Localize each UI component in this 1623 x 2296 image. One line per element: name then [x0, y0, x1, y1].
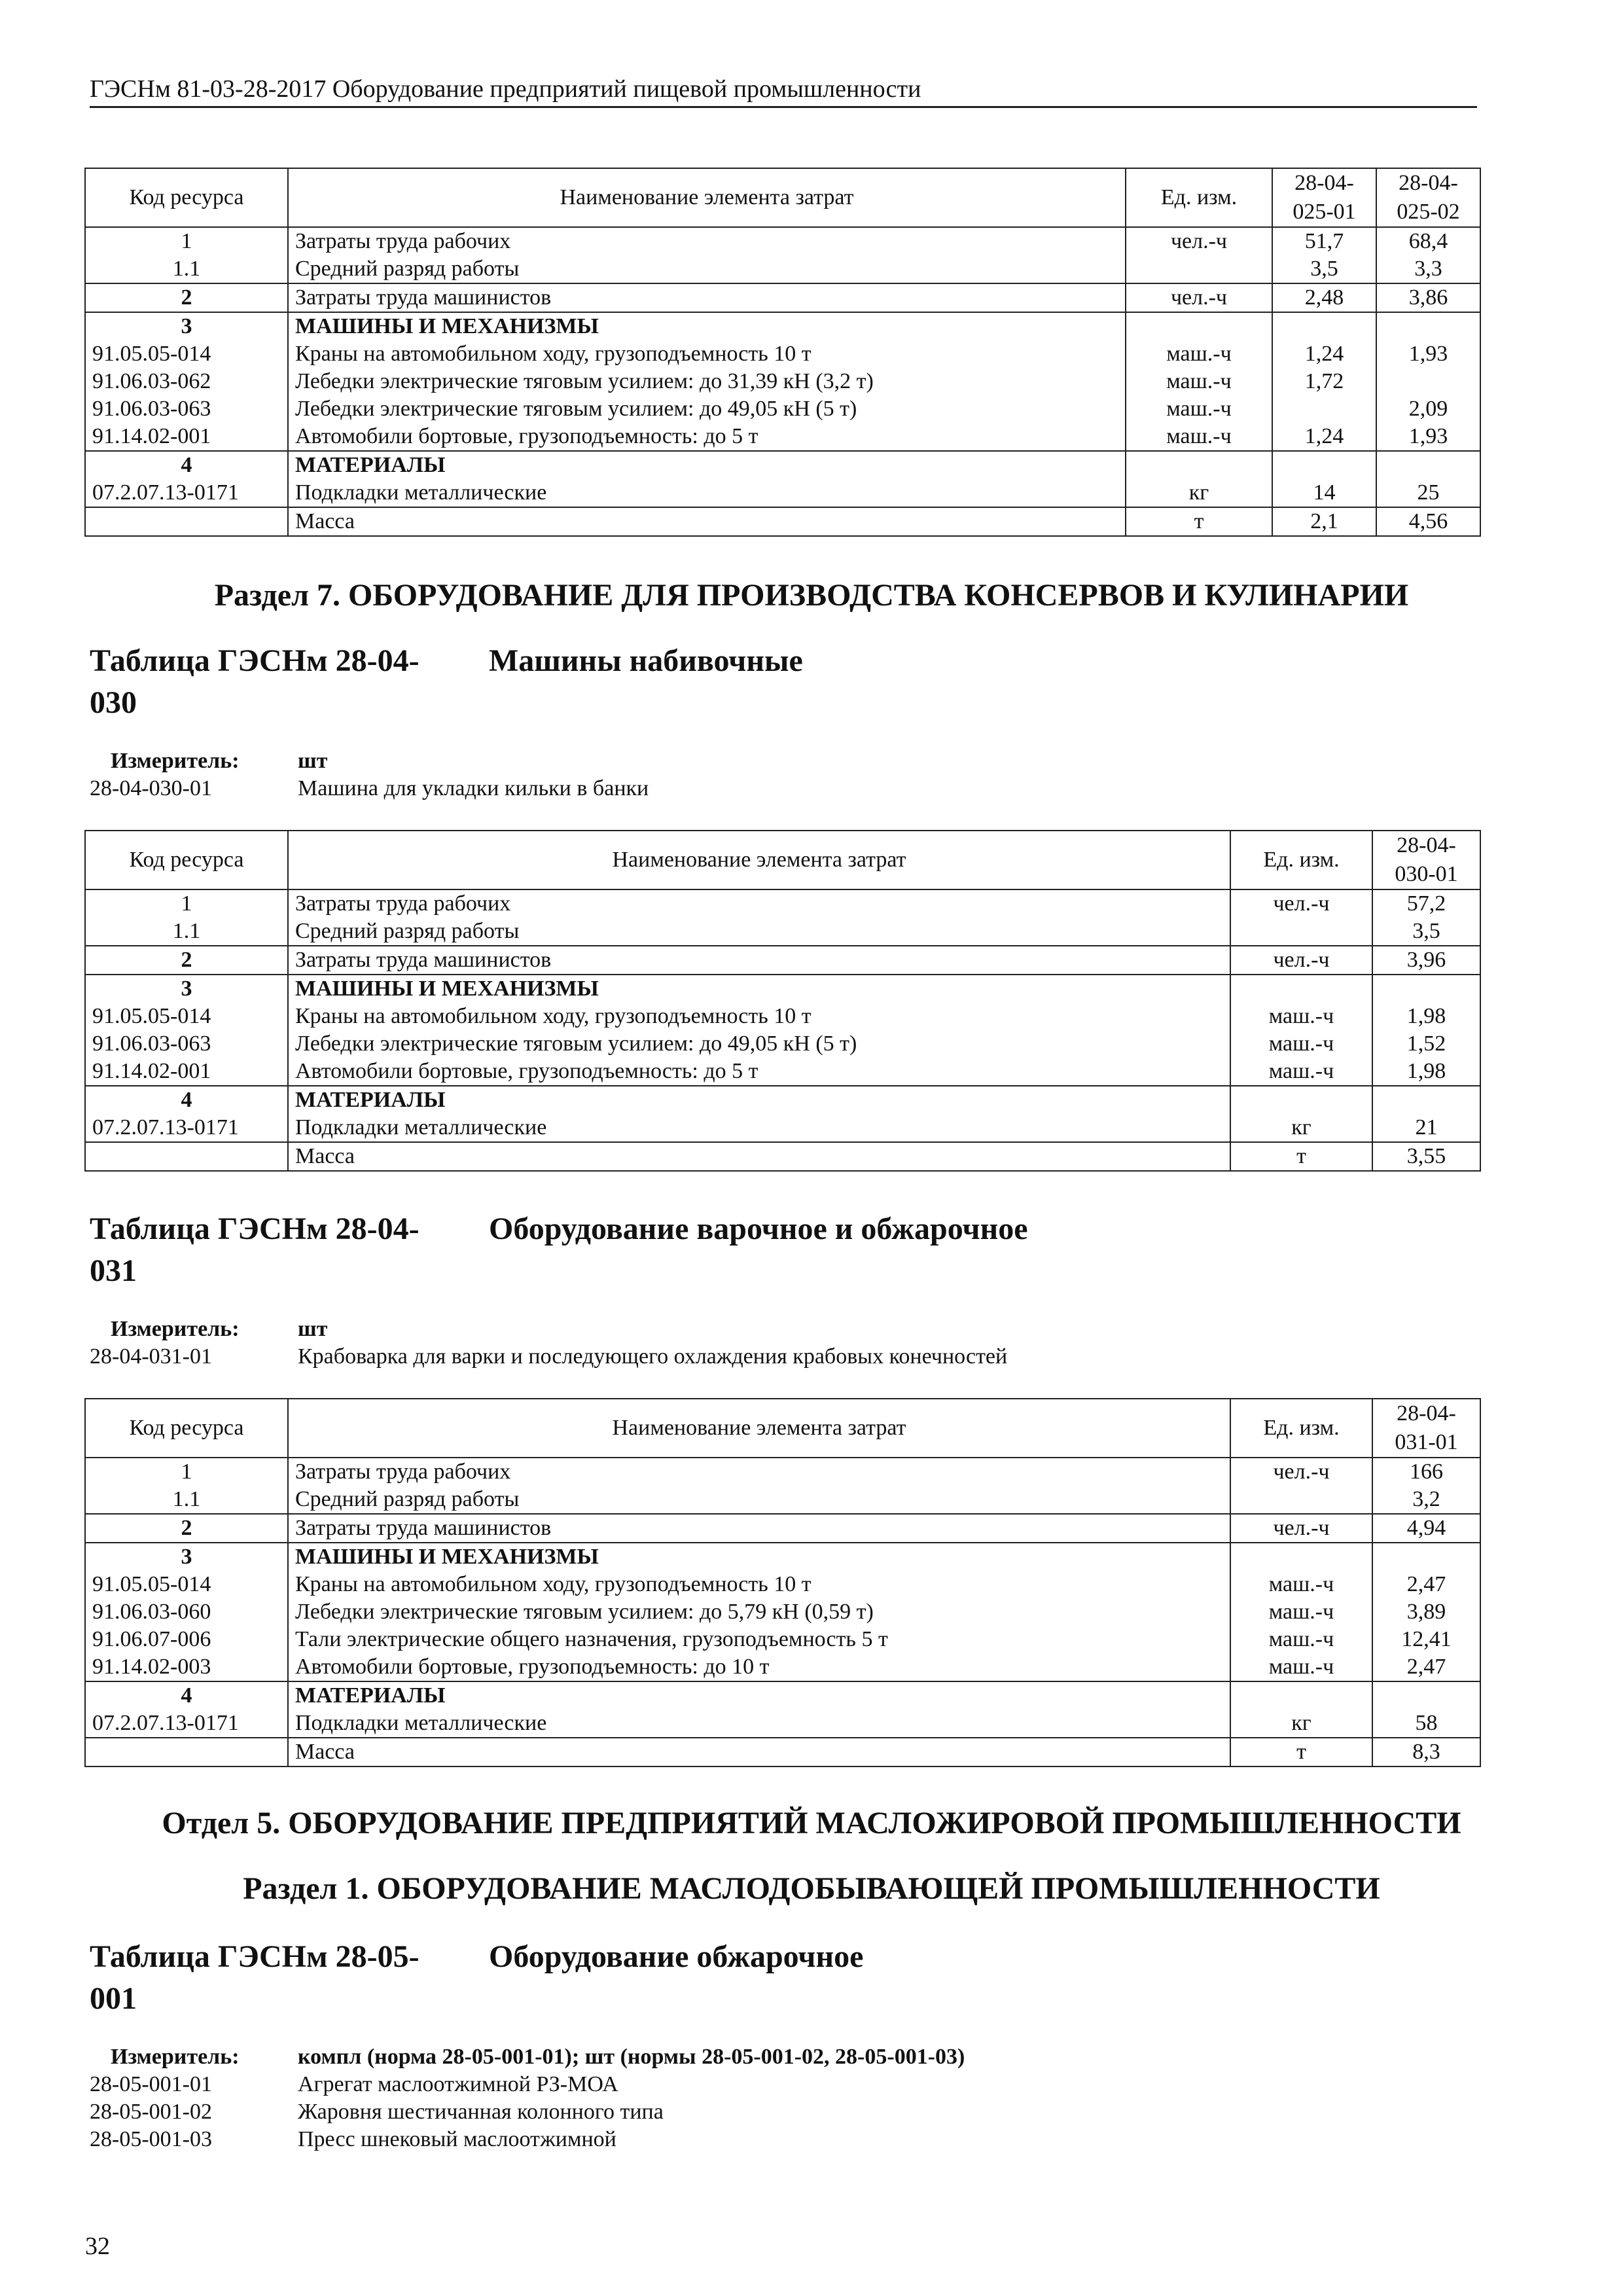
- resource-code: 1: [85, 1458, 288, 1486]
- header-code: Код ресурса: [85, 168, 288, 227]
- header-unit: Ед. изм.: [1230, 831, 1372, 889]
- table-row: [85, 1598, 1480, 1626]
- group-heading: МАТЕРИАЛЫ: [288, 1681, 1230, 1710]
- table-row: [85, 1142, 1480, 1171]
- table-row: [85, 1030, 1480, 1058]
- norm-name: Крабоварка для варки и последующего охлаждения крабовых конечностей: [298, 1344, 1008, 1369]
- table-row: [85, 1114, 1480, 1142]
- resource-code: 3: [85, 312, 288, 340]
- resource-unit: [1230, 975, 1372, 1003]
- norm-value: [1372, 1681, 1480, 1710]
- department-title: Отдел 5. ОБОРУДОВАНИЕ ПРЕДПРИЯТИЙ МАСЛОЖИРОВОЙ ПРОМЫШЛЕННОСТИ: [162, 1806, 1461, 1840]
- resource-code: 1: [85, 227, 288, 255]
- norm-value: [1376, 312, 1480, 340]
- resource-unit: кг: [1126, 479, 1272, 507]
- table-row: [85, 889, 1480, 918]
- resource-code: 1.1: [85, 255, 288, 283]
- meter-label: Измеритель:: [111, 749, 240, 773]
- norm-value: 166: [1372, 1458, 1480, 1486]
- resource-name: Затраты труда рабочих: [288, 1458, 1230, 1486]
- resource-name: Автомобили бортовые, грузоподъемность: до 10 т: [288, 1653, 1230, 1681]
- norm-value: 1,98: [1372, 1058, 1480, 1086]
- resource-name: Затраты труда рабочих: [288, 227, 1126, 255]
- norm-value: 68,4: [1376, 227, 1480, 255]
- meter-block: [90, 2043, 1477, 2153]
- norm-value: 1,24: [1272, 423, 1376, 451]
- resource-name: Затраты труда рабочих: [288, 889, 1230, 918]
- norm-value: [1376, 368, 1480, 395]
- table-row: [85, 1681, 1480, 1710]
- resource-name: Средний разряд работы: [288, 918, 1230, 946]
- meter-value: шт: [298, 1317, 328, 1341]
- group-heading: МАТЕРИАЛЫ: [288, 1086, 1230, 1114]
- resource-unit: маш.-ч: [1230, 1058, 1372, 1086]
- header-name: Наименование элемента затрат: [288, 1399, 1230, 1458]
- table-row: [85, 255, 1480, 283]
- header-norm-line1: 28-04-: [1399, 171, 1458, 195]
- table-row: [85, 340, 1480, 368]
- cost-table-28-04-031: [84, 1398, 1481, 1767]
- norm-value: 14: [1272, 479, 1376, 507]
- norm-value: [1272, 395, 1376, 423]
- resource-code: 91.14.02-003: [85, 1653, 288, 1681]
- table-row: [85, 423, 1480, 451]
- norm-value: 3,5: [1272, 255, 1376, 283]
- norm-value: 2,48: [1272, 283, 1376, 312]
- resource-name: Подкладки металлические: [288, 1710, 1230, 1738]
- norm-name: Пресс шнековый маслоотжимной: [298, 2127, 616, 2151]
- norm-code: 28-04-031-01: [90, 1344, 212, 1369]
- resource-unit: маш.-ч: [1230, 1598, 1372, 1626]
- meter-label: Измеритель:: [111, 2045, 240, 2069]
- norm-value: 2,1: [1272, 507, 1376, 536]
- table-code-line1: Таблица ГЭСНм 28-04-: [90, 643, 419, 678]
- norm-value: 3,86: [1376, 283, 1480, 312]
- norm-value: [1372, 1543, 1480, 1571]
- resource-name: Лебедки электрические тяговым усилием: до 5,79 кН (0,59 т): [288, 1598, 1230, 1626]
- table-code: [90, 1208, 456, 1292]
- table-row: [85, 1710, 1480, 1738]
- resource-unit: маш.-ч: [1126, 368, 1272, 395]
- norm-value: 57,2: [1372, 889, 1480, 918]
- resource-code: 91.14.02-001: [85, 423, 288, 451]
- cost-table-28-04-025: [84, 168, 1481, 537]
- header-code: Код ресурса: [85, 1399, 288, 1458]
- resource-unit: [1230, 1486, 1372, 1514]
- resource-code: [85, 507, 288, 536]
- resource-code: 2: [85, 1514, 288, 1543]
- norm-value: 12,41: [1372, 1626, 1480, 1653]
- resource-name: Тали электрические общего назначения, грузоподъемность 5 т: [288, 1626, 1230, 1653]
- resource-code: 91.14.02-001: [85, 1058, 288, 1086]
- resource-unit: чел.-ч: [1230, 1514, 1372, 1543]
- table-code: [90, 1936, 456, 2020]
- resource-unit: [1230, 1681, 1372, 1710]
- table-row: [85, 1626, 1480, 1653]
- table-row: [85, 1086, 1480, 1114]
- group-heading: МАШИНЫ И МЕХАНИЗМЫ: [288, 975, 1230, 1003]
- resource-code: 3: [85, 975, 288, 1003]
- resource-code: 1.1: [85, 1486, 288, 1514]
- group-heading: МАШИНЫ И МЕХАНИЗМЫ: [288, 312, 1126, 340]
- resource-unit: маш.-ч: [1230, 1626, 1372, 1653]
- norm-code: 28-05-001-03: [90, 2127, 212, 2151]
- norm-value: 58: [1372, 1710, 1480, 1738]
- resource-name: Лебедки электрические тяговым усилием: до 31,39 кН (3,2 т): [288, 368, 1126, 395]
- norm-value: 3,96: [1372, 946, 1480, 975]
- resource-code: 1: [85, 889, 288, 918]
- header-norm-28-04-030-01: [1372, 831, 1480, 889]
- header-norm-line2: 031-01: [1395, 1430, 1458, 1454]
- resource-name: Затраты труда машинистов: [288, 1514, 1230, 1543]
- header-code: Код ресурса: [85, 831, 288, 889]
- table-row: [85, 1003, 1480, 1030]
- running-header: ГЭСНм 81-03-28-2017 Оборудование предприятий пищевой промышленности: [90, 73, 1477, 108]
- table-row: [85, 1058, 1480, 1086]
- meter-value: компл (норма 28-05-001-01); шт (нормы 28-05-001-02, 28-05-001-03): [298, 2045, 965, 2069]
- table-row: [85, 1486, 1480, 1514]
- meter-value: шт: [298, 749, 328, 773]
- resource-code: 2: [85, 946, 288, 975]
- resource-code: 91.05.05-014: [85, 340, 288, 368]
- table-row: [85, 283, 1480, 312]
- norm-name: Агрегат маслоотжимной РЗ-МОА: [298, 2072, 618, 2096]
- table-name: Оборудование обжарочное: [489, 1939, 864, 1974]
- norm-value: 2,47: [1372, 1571, 1480, 1598]
- norm-value: [1376, 451, 1480, 479]
- norm-value: 4,94: [1372, 1514, 1480, 1543]
- norm-value: 3,3: [1376, 255, 1480, 283]
- header-norm-28-04-025-02: [1376, 168, 1480, 227]
- resource-unit: [1126, 451, 1272, 479]
- header-norm-28-04-031-01: [1372, 1399, 1480, 1458]
- table-row: [85, 946, 1480, 975]
- table-row: [85, 918, 1480, 946]
- norm-code: 28-04-030-01: [90, 776, 212, 800]
- resource-unit: маш.-ч: [1126, 340, 1272, 368]
- resource-unit: чел.-ч: [1126, 283, 1272, 312]
- resource-unit: т: [1230, 1738, 1372, 1767]
- resource-code: 91.06.03-062: [85, 368, 288, 395]
- resource-name: Средний разряд работы: [288, 255, 1126, 283]
- section-title: Раздел 1. ОБОРУДОВАНИЕ МАСЛОДОБЫВАЮЩЕЙ ПРОМЫШЛЕННОСТИ: [243, 1871, 1380, 1906]
- resource-name: Краны на автомобильном ходу, грузоподъемность 10 т: [288, 1003, 1230, 1030]
- header-name: Наименование элемента затрат: [288, 831, 1230, 889]
- resource-name: Подкладки металлические: [288, 479, 1126, 507]
- table-row: [85, 451, 1480, 479]
- norm-value: 1,93: [1376, 423, 1480, 451]
- norm-name: Жаровня шестичанная колонного типа: [298, 2100, 664, 2124]
- header-norm-line2: 025-01: [1293, 200, 1356, 224]
- resource-code: 4: [85, 1086, 288, 1114]
- resource-name: Краны на автомобильном ходу, грузоподъемность 10 т: [288, 1571, 1230, 1598]
- norm-value: [1372, 975, 1480, 1003]
- norm-value: [1272, 451, 1376, 479]
- table-row: [85, 507, 1480, 536]
- norm-value: 1,24: [1272, 340, 1376, 368]
- meter-block: [90, 1316, 1477, 1371]
- norm-value: [1372, 1086, 1480, 1114]
- resource-name: Масса: [288, 1738, 1230, 1767]
- norm-value: 1,93: [1376, 340, 1480, 368]
- table-code-line2: 030: [90, 685, 137, 720]
- norm-value: 3,89: [1372, 1598, 1480, 1626]
- resource-name: Масса: [288, 507, 1126, 536]
- header-norm-line2: 025-02: [1397, 200, 1460, 224]
- resource-name: Средний разряд работы: [288, 1486, 1230, 1514]
- meter-label: Измеритель:: [111, 1317, 240, 1341]
- resource-unit: маш.-ч: [1230, 1003, 1372, 1030]
- norm-value: 25: [1376, 479, 1480, 507]
- norm-value: 2,09: [1376, 395, 1480, 423]
- resource-code: 1.1: [85, 918, 288, 946]
- resource-code: [85, 1738, 288, 1767]
- resource-unit: т: [1126, 507, 1272, 536]
- resource-unit: чел.-ч: [1126, 227, 1272, 255]
- page-number: 32: [85, 2233, 110, 2260]
- norm-value: 8,3: [1372, 1738, 1480, 1767]
- resource-unit: т: [1230, 1142, 1372, 1171]
- resource-unit: [1126, 255, 1272, 283]
- header-name: Наименование элемента затрат: [288, 168, 1126, 227]
- table-row: [85, 312, 1480, 340]
- norm-value: 3,55: [1372, 1142, 1480, 1171]
- resource-unit: [1126, 312, 1272, 340]
- table-row: [85, 227, 1480, 255]
- resource-code: 07.2.07.13-0171: [85, 1710, 288, 1738]
- resource-unit: чел.-ч: [1230, 1458, 1372, 1486]
- norm-value: 3,2: [1372, 1486, 1480, 1514]
- norm-value: 1,72: [1272, 368, 1376, 395]
- resource-unit: маш.-ч: [1126, 423, 1272, 451]
- table-code-line2: 001: [90, 1981, 137, 2016]
- norm-value: [1272, 312, 1376, 340]
- header-norm-28-04-025-01: [1272, 168, 1376, 227]
- resource-name: Масса: [288, 1142, 1230, 1171]
- norm-value: 3,5: [1372, 918, 1480, 946]
- table-row: [85, 1738, 1480, 1767]
- resource-unit: кг: [1230, 1114, 1372, 1142]
- resource-code: 91.06.03-063: [85, 395, 288, 423]
- table-row: [85, 1571, 1480, 1598]
- resource-unit: кг: [1230, 1710, 1372, 1738]
- section-title: Раздел 7. ОБОРУДОВАНИЕ ДЛЯ ПРОИЗВОДСТВА КОНСЕРВОВ И КУЛИНАРИИ: [214, 578, 1409, 613]
- norm-value: 2,47: [1372, 1653, 1480, 1681]
- table-row: [85, 395, 1480, 423]
- table-name: Оборудование варочное и обжарочное: [489, 1211, 1028, 1246]
- resource-unit: чел.-ч: [1230, 946, 1372, 975]
- norm-code: 28-05-001-01: [90, 2072, 212, 2096]
- table-title: [90, 1936, 1477, 2020]
- resource-name: Лебедки электрические тяговым усилием: до 49,05 кН (5 т): [288, 395, 1126, 423]
- table-name: Машины набивочные: [489, 643, 803, 678]
- resource-unit: [1230, 918, 1372, 946]
- header-norm-line2: 030-01: [1395, 862, 1458, 886]
- norm-code: 28-05-001-02: [90, 2100, 212, 2124]
- resource-code: 91.06.03-063: [85, 1030, 288, 1058]
- header-norm-line1: 28-04-: [1397, 1401, 1456, 1426]
- table-row: [85, 975, 1480, 1003]
- group-heading: МАТЕРИАЛЫ: [288, 451, 1126, 479]
- resource-name: Автомобили бортовые, грузоподъемность: до 5 т: [288, 423, 1126, 451]
- table-code-line1: Таблица ГЭСНм 28-05-: [90, 1939, 419, 1974]
- header-norm-line1: 28-04-: [1397, 833, 1456, 857]
- resource-unit: маш.-ч: [1126, 395, 1272, 423]
- resource-code: [85, 1142, 288, 1171]
- norm-value: 1,98: [1372, 1003, 1480, 1030]
- table-row: [85, 1543, 1480, 1571]
- resource-name: Затраты труда машинистов: [288, 283, 1126, 312]
- resource-unit: маш.-ч: [1230, 1653, 1372, 1681]
- resource-code: 91.06.03-060: [85, 1598, 288, 1626]
- resource-code: 2: [85, 283, 288, 312]
- resource-unit: [1230, 1086, 1372, 1114]
- header-unit: Ед. изм.: [1230, 1399, 1372, 1458]
- resource-code: 91.06.07-006: [85, 1626, 288, 1653]
- header-norm-line1: 28-04-: [1294, 171, 1354, 195]
- table-row: [85, 1458, 1480, 1486]
- resource-code: 07.2.07.13-0171: [85, 1114, 288, 1142]
- resource-name: Подкладки металлические: [288, 1114, 1230, 1142]
- resource-code: 3: [85, 1543, 288, 1571]
- header-unit: Ед. изм.: [1126, 168, 1272, 227]
- resource-unit: чел.-ч: [1230, 889, 1372, 918]
- resource-unit: [1230, 1543, 1372, 1571]
- norm-value: 51,7: [1272, 227, 1376, 255]
- table-row: [85, 368, 1480, 395]
- table-code: [90, 640, 456, 724]
- table-code-line2: 031: [90, 1253, 137, 1288]
- meter-block: [90, 747, 1477, 802]
- norm-name: Машина для укладки кильки в банки: [298, 776, 649, 800]
- resource-name: Краны на автомобильном ходу, грузоподъемность 10 т: [288, 340, 1126, 368]
- resource-code: 91.05.05-014: [85, 1003, 288, 1030]
- resource-code: 07.2.07.13-0171: [85, 479, 288, 507]
- table-code-line1: Таблица ГЭСНм 28-04-: [90, 1211, 419, 1246]
- resource-unit: маш.-ч: [1230, 1030, 1372, 1058]
- resource-code: 4: [85, 1681, 288, 1710]
- table-row: [85, 1514, 1480, 1543]
- norm-value: 4,56: [1376, 507, 1480, 536]
- table-row: [85, 479, 1480, 507]
- cost-table-28-04-030: [84, 830, 1481, 1172]
- norm-value: 1,52: [1372, 1030, 1480, 1058]
- norm-value: 21: [1372, 1114, 1480, 1142]
- table-row: [85, 1653, 1480, 1681]
- table-title: [90, 640, 1477, 724]
- resource-name: Затраты труда машинистов: [288, 946, 1230, 975]
- table-title: [90, 1208, 1477, 1292]
- resource-code: 4: [85, 451, 288, 479]
- resource-code: 91.05.05-014: [85, 1571, 288, 1598]
- resource-unit: маш.-ч: [1230, 1571, 1372, 1598]
- resource-name: Лебедки электрические тяговым усилием: до 49,05 кН (5 т): [288, 1030, 1230, 1058]
- resource-name: Автомобили бортовые, грузоподъемность: до 5 т: [288, 1058, 1230, 1086]
- group-heading: МАШИНЫ И МЕХАНИЗМЫ: [288, 1543, 1230, 1571]
